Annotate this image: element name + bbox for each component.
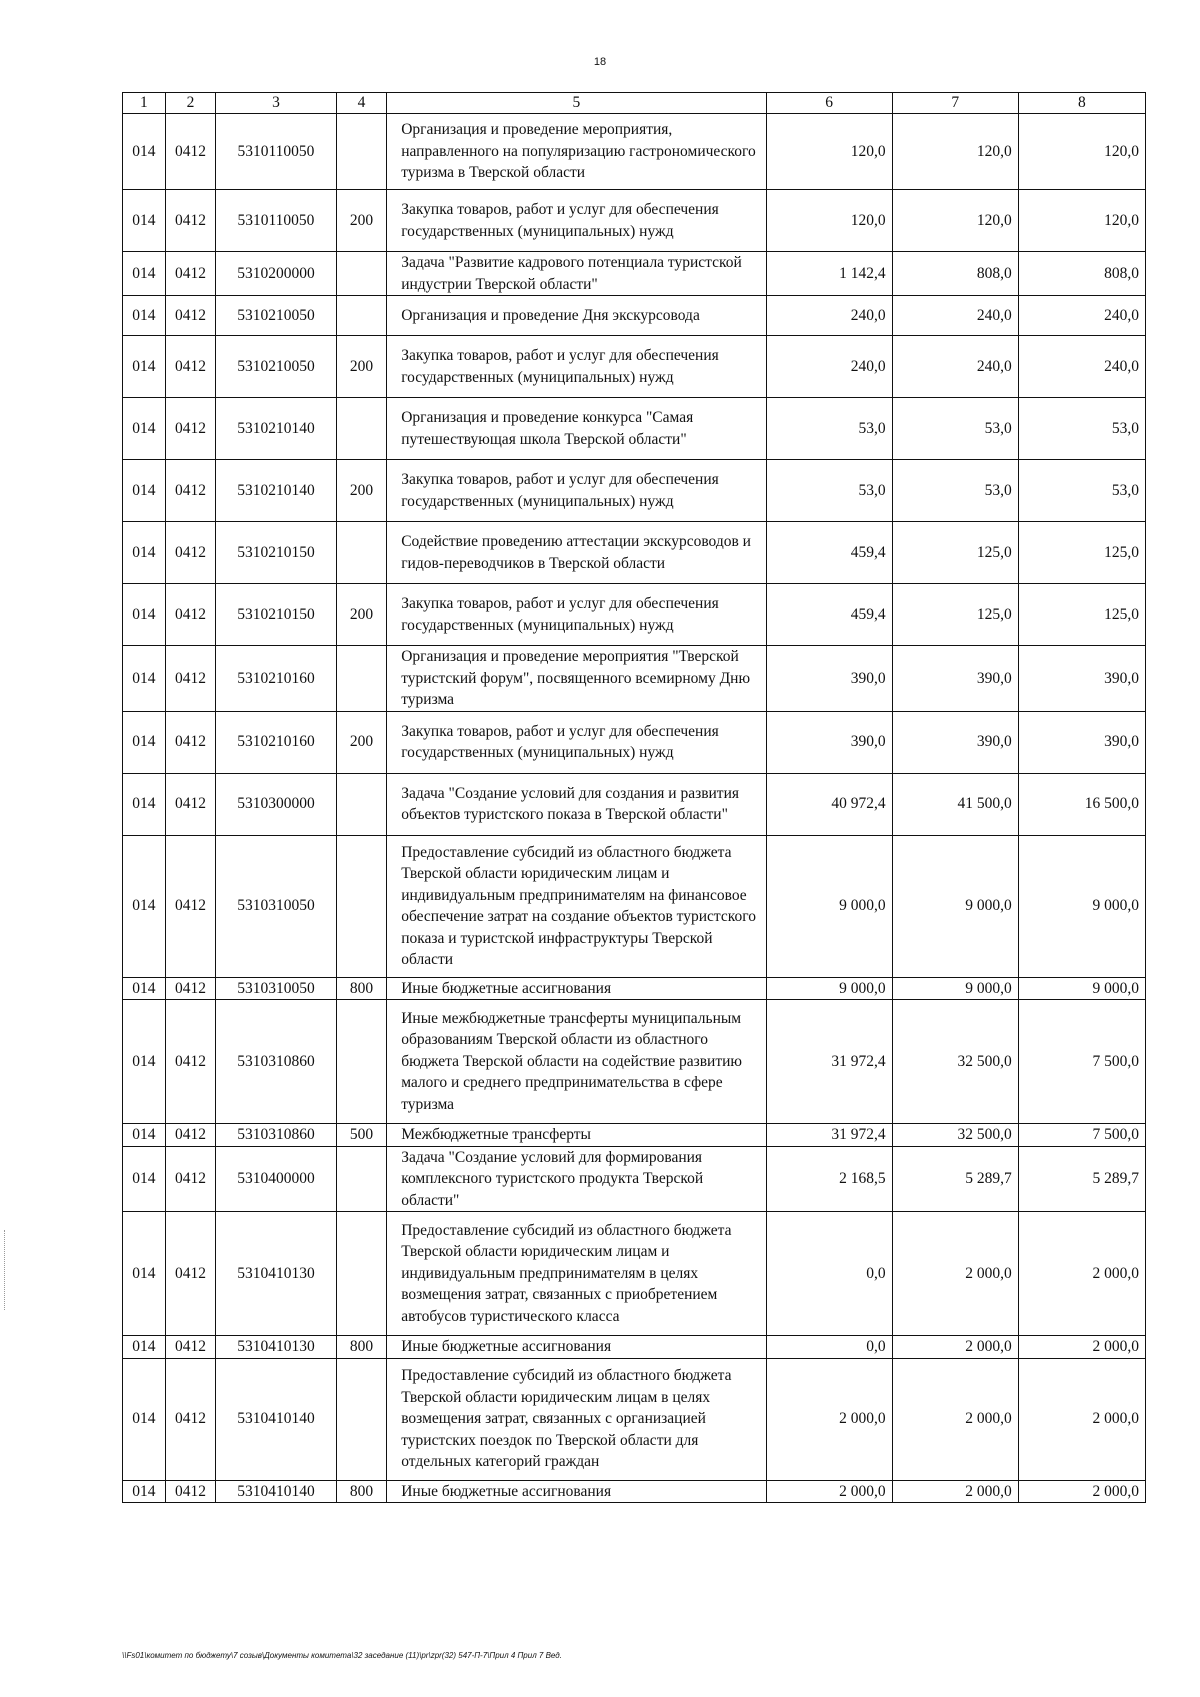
row-value-6: 2 168,5 [766,1146,892,1212]
row-name: Иные межбюджетные трансферты муниципальным образованиям Тверской области из областного бюджета Тверской области на содействие развитию малого и среднего предпринимательства в сфере туризма [387,1000,766,1124]
column-header-3: 3 [216,93,337,114]
row-section: 0412 [165,835,215,977]
row-value-6: 390,0 [766,711,892,773]
column-header-6: 6 [766,93,892,114]
table-row [123,584,1146,646]
row-value-6: 53,0 [766,460,892,522]
row-expense-type: 200 [336,336,386,398]
row-value-7: 53,0 [892,398,1018,460]
row-chapter: 014 [123,835,166,977]
row-expense-type: 800 [336,977,386,1000]
row-expense-type [336,252,386,296]
column-header-7: 7 [892,93,1018,114]
column-header-2: 2 [165,93,215,114]
page-number: 18 [593,56,607,68]
row-value-8: 120,0 [1018,190,1145,252]
row-expense-type [336,646,386,712]
row-name: Закупка товаров, работ и услуг для обеспечения государственных (муниципальных) нужд [387,711,766,773]
row-target-article: 5310110050 [216,114,337,190]
row-value-7: 390,0 [892,711,1018,773]
row-value-8: 5 289,7 [1018,1146,1145,1212]
row-value-6: 9 000,0 [766,835,892,977]
row-name: Организация и проведение мероприятия, направленного на популяризацию гастрономического туризма в Тверской области [387,114,766,190]
row-target-article: 5310410140 [216,1480,337,1503]
row-chapter: 014 [123,646,166,712]
row-section: 0412 [165,1336,215,1359]
row-value-8: 390,0 [1018,646,1145,712]
row-section: 0412 [165,1124,215,1147]
row-section: 0412 [165,1000,215,1124]
row-target-article: 5310300000 [216,773,337,835]
row-expense-type: 200 [336,190,386,252]
row-value-8: 808,0 [1018,252,1145,296]
row-target-article: 5310310860 [216,1124,337,1147]
table-row [123,977,1146,1000]
row-expense-type [336,522,386,584]
row-expense-type: 800 [336,1336,386,1359]
row-chapter: 014 [123,1212,166,1336]
row-chapter: 014 [123,1124,166,1147]
row-expense-type [336,1000,386,1124]
table-row [123,252,1146,296]
row-name: Закупка товаров, работ и услуг для обеспечения государственных (муниципальных) нужд [387,190,766,252]
row-value-8: 390,0 [1018,711,1145,773]
row-target-article: 5310410130 [216,1336,337,1359]
row-value-7: 808,0 [892,252,1018,296]
table-row [123,1480,1146,1503]
row-chapter: 014 [123,1000,166,1124]
row-name: Закупка товаров, работ и услуг для обеспечения государственных (муниципальных) нужд [387,584,766,646]
table-row [123,1124,1146,1147]
row-value-8: 53,0 [1018,398,1145,460]
row-value-7: 240,0 [892,336,1018,398]
row-chapter: 014 [123,977,166,1000]
row-value-7: 5 289,7 [892,1146,1018,1212]
row-target-article: 5310210140 [216,460,337,522]
row-value-6: 0,0 [766,1336,892,1359]
table-row [123,1212,1146,1336]
row-section: 0412 [165,584,215,646]
row-name: Закупка товаров, работ и услуг для обеспечения государственных (муниципальных) нужд [387,460,766,522]
row-value-6: 120,0 [766,114,892,190]
row-section: 0412 [165,252,215,296]
table-row [123,835,1146,977]
row-value-8: 7 500,0 [1018,1000,1145,1124]
row-value-8: 16 500,0 [1018,773,1145,835]
row-target-article: 5310210160 [216,646,337,712]
row-chapter: 014 [123,398,166,460]
row-value-6: 31 972,4 [766,1000,892,1124]
row-value-7: 9 000,0 [892,977,1018,1000]
row-name: Иные бюджетные ассигнования [387,1480,766,1503]
column-header-4: 4 [336,93,386,114]
row-target-article: 5310210050 [216,296,337,336]
row-value-6: 459,4 [766,584,892,646]
row-value-7: 240,0 [892,296,1018,336]
row-target-article: 5310110050 [216,190,337,252]
row-value-7: 120,0 [892,114,1018,190]
row-value-6: 2 000,0 [766,1358,892,1480]
row-expense-type [336,114,386,190]
row-expense-type [336,398,386,460]
column-header-5: 5 [387,93,766,114]
row-section: 0412 [165,398,215,460]
row-name: Содействие проведению аттестации экскурсоводов и гидов-переводчиков в Тверской области [387,522,766,584]
row-expense-type [336,1146,386,1212]
row-target-article: 5310410130 [216,1212,337,1336]
row-name: Задача "Создание условий для создания и развития объектов туристского показа в Тверской области" [387,773,766,835]
row-name: Организация и проведение Дня экскурсовода [387,296,766,336]
row-value-8: 9 000,0 [1018,835,1145,977]
row-value-8: 53,0 [1018,460,1145,522]
table-row [123,296,1146,336]
row-value-8: 125,0 [1018,522,1145,584]
row-value-6: 53,0 [766,398,892,460]
row-target-article: 5310310050 [216,977,337,1000]
table-body [123,114,1146,1503]
row-name: Организация и проведение мероприятия "Тверской туристский форум", посвященного всемирному Дню туризма [387,646,766,712]
row-chapter: 014 [123,460,166,522]
row-chapter: 014 [123,252,166,296]
row-value-8: 2 000,0 [1018,1336,1145,1359]
row-target-article: 5310200000 [216,252,337,296]
row-name: Предоставление субсидий из областного бюджета Тверской области юридическим лицам в целях возмещения затрат, связанных с организацией туристских поездок по Тверской области для отдельных категорий граждан [387,1358,766,1480]
row-chapter: 014 [123,114,166,190]
row-target-article: 5310210150 [216,584,337,646]
row-value-7: 390,0 [892,646,1018,712]
row-value-6: 31 972,4 [766,1124,892,1147]
table-row [123,1000,1146,1124]
row-target-article: 5310400000 [216,1146,337,1212]
row-value-6: 1 142,4 [766,252,892,296]
column-number-row [123,93,1146,114]
row-value-8: 2 000,0 [1018,1358,1145,1480]
row-section: 0412 [165,773,215,835]
row-target-article: 5310210160 [216,711,337,773]
row-target-article: 5310310860 [216,1000,337,1124]
row-value-7: 53,0 [892,460,1018,522]
footer-file-path: \\Fs01\комитет по бюджету\7 созыв\Документы комитета\32 заседание (11)\pr\zpr(32) 547-П-7\Прил 4 Прил 7 Вед. [122,1651,562,1660]
table-row [123,646,1146,712]
row-value-6: 0,0 [766,1212,892,1336]
row-expense-type [336,1358,386,1480]
row-chapter: 014 [123,190,166,252]
row-name: Предоставление субсидий из областного бюджета Тверской области юридическим лицам и индивидуальным предпринимателям на финансовое обеспечение затрат на создание объектов туристского показа и туристской инфраструктуры Тверской области [387,835,766,977]
row-section: 0412 [165,190,215,252]
row-name: Межбюджетные трансферты [387,1124,766,1147]
table-row [123,522,1146,584]
row-value-6: 459,4 [766,522,892,584]
row-section: 0412 [165,1146,215,1212]
row-value-7: 32 500,0 [892,1000,1018,1124]
row-chapter: 014 [123,522,166,584]
row-value-7: 41 500,0 [892,773,1018,835]
table-row [123,711,1146,773]
row-value-8: 9 000,0 [1018,977,1145,1000]
row-expense-type [336,773,386,835]
table-row [123,336,1146,398]
budget-table [122,92,1146,1503]
row-section: 0412 [165,114,215,190]
row-value-8: 125,0 [1018,584,1145,646]
table-row [123,1358,1146,1480]
table-row [123,773,1146,835]
row-chapter: 014 [123,711,166,773]
row-chapter: 014 [123,584,166,646]
row-value-6: 2 000,0 [766,1480,892,1503]
row-value-7: 125,0 [892,584,1018,646]
table-row [123,398,1146,460]
row-section: 0412 [165,522,215,584]
row-expense-type [336,296,386,336]
scan-margin-mark [4,1230,6,1310]
column-header-8: 8 [1018,93,1145,114]
row-name: Задача "Создание условий для формирования комплексного туристского продукта Тверской области" [387,1146,766,1212]
row-chapter: 014 [123,336,166,398]
row-value-6: 9 000,0 [766,977,892,1000]
table-row [123,190,1146,252]
row-value-8: 240,0 [1018,336,1145,398]
row-name: Организация и проведение конкурса "Самая путешествующая школа Тверской области" [387,398,766,460]
row-name: Предоставление субсидий из областного бюджета Тверской области юридическим лицам и индивидуальным предпринимателям в целях возмещения затрат, связанных с приобретением автобусов туристического класса [387,1212,766,1336]
table-row [123,1146,1146,1212]
row-value-8: 120,0 [1018,114,1145,190]
row-chapter: 014 [123,1358,166,1480]
row-value-6: 120,0 [766,190,892,252]
column-header-1: 1 [123,93,166,114]
row-section: 0412 [165,1480,215,1503]
row-chapter: 014 [123,1336,166,1359]
row-value-7: 120,0 [892,190,1018,252]
row-value-6: 240,0 [766,336,892,398]
row-name: Иные бюджетные ассигнования [387,1336,766,1359]
row-chapter: 014 [123,1480,166,1503]
row-value-7: 2 000,0 [892,1336,1018,1359]
row-section: 0412 [165,336,215,398]
row-section: 0412 [165,711,215,773]
row-section: 0412 [165,1358,215,1480]
row-expense-type [336,835,386,977]
row-expense-type: 500 [336,1124,386,1147]
row-name: Иные бюджетные ассигнования [387,977,766,1000]
row-value-7: 2 000,0 [892,1212,1018,1336]
row-section: 0412 [165,646,215,712]
row-section: 0412 [165,296,215,336]
row-value-7: 32 500,0 [892,1124,1018,1147]
row-value-7: 2 000,0 [892,1480,1018,1503]
row-section: 0412 [165,460,215,522]
row-value-8: 7 500,0 [1018,1124,1145,1147]
row-chapter: 014 [123,773,166,835]
row-value-7: 125,0 [892,522,1018,584]
table-row [123,460,1146,522]
row-section: 0412 [165,1212,215,1336]
row-value-6: 390,0 [766,646,892,712]
row-expense-type [336,1212,386,1336]
row-target-article: 5310210140 [216,398,337,460]
row-target-article: 5310210050 [216,336,337,398]
row-chapter: 014 [123,296,166,336]
row-target-article: 5310410140 [216,1358,337,1480]
row-chapter: 014 [123,1146,166,1212]
row-value-7: 9 000,0 [892,835,1018,977]
row-value-6: 40 972,4 [766,773,892,835]
row-value-8: 2 000,0 [1018,1212,1145,1336]
row-name: Закупка товаров, работ и услуг для обеспечения государственных (муниципальных) нужд [387,336,766,398]
table-row [123,1336,1146,1359]
table-row [123,114,1146,190]
row-expense-type: 200 [336,711,386,773]
row-value-6: 240,0 [766,296,892,336]
row-value-8: 240,0 [1018,296,1145,336]
row-target-article: 5310310050 [216,835,337,977]
row-section: 0412 [165,977,215,1000]
row-value-8: 2 000,0 [1018,1480,1145,1503]
row-name: Задача "Развитие кадрового потенциала туристской индустрии Тверской области" [387,252,766,296]
row-target-article: 5310210150 [216,522,337,584]
row-value-7: 2 000,0 [892,1358,1018,1480]
row-expense-type: 200 [336,584,386,646]
row-expense-type: 200 [336,460,386,522]
row-expense-type: 800 [336,1480,386,1503]
